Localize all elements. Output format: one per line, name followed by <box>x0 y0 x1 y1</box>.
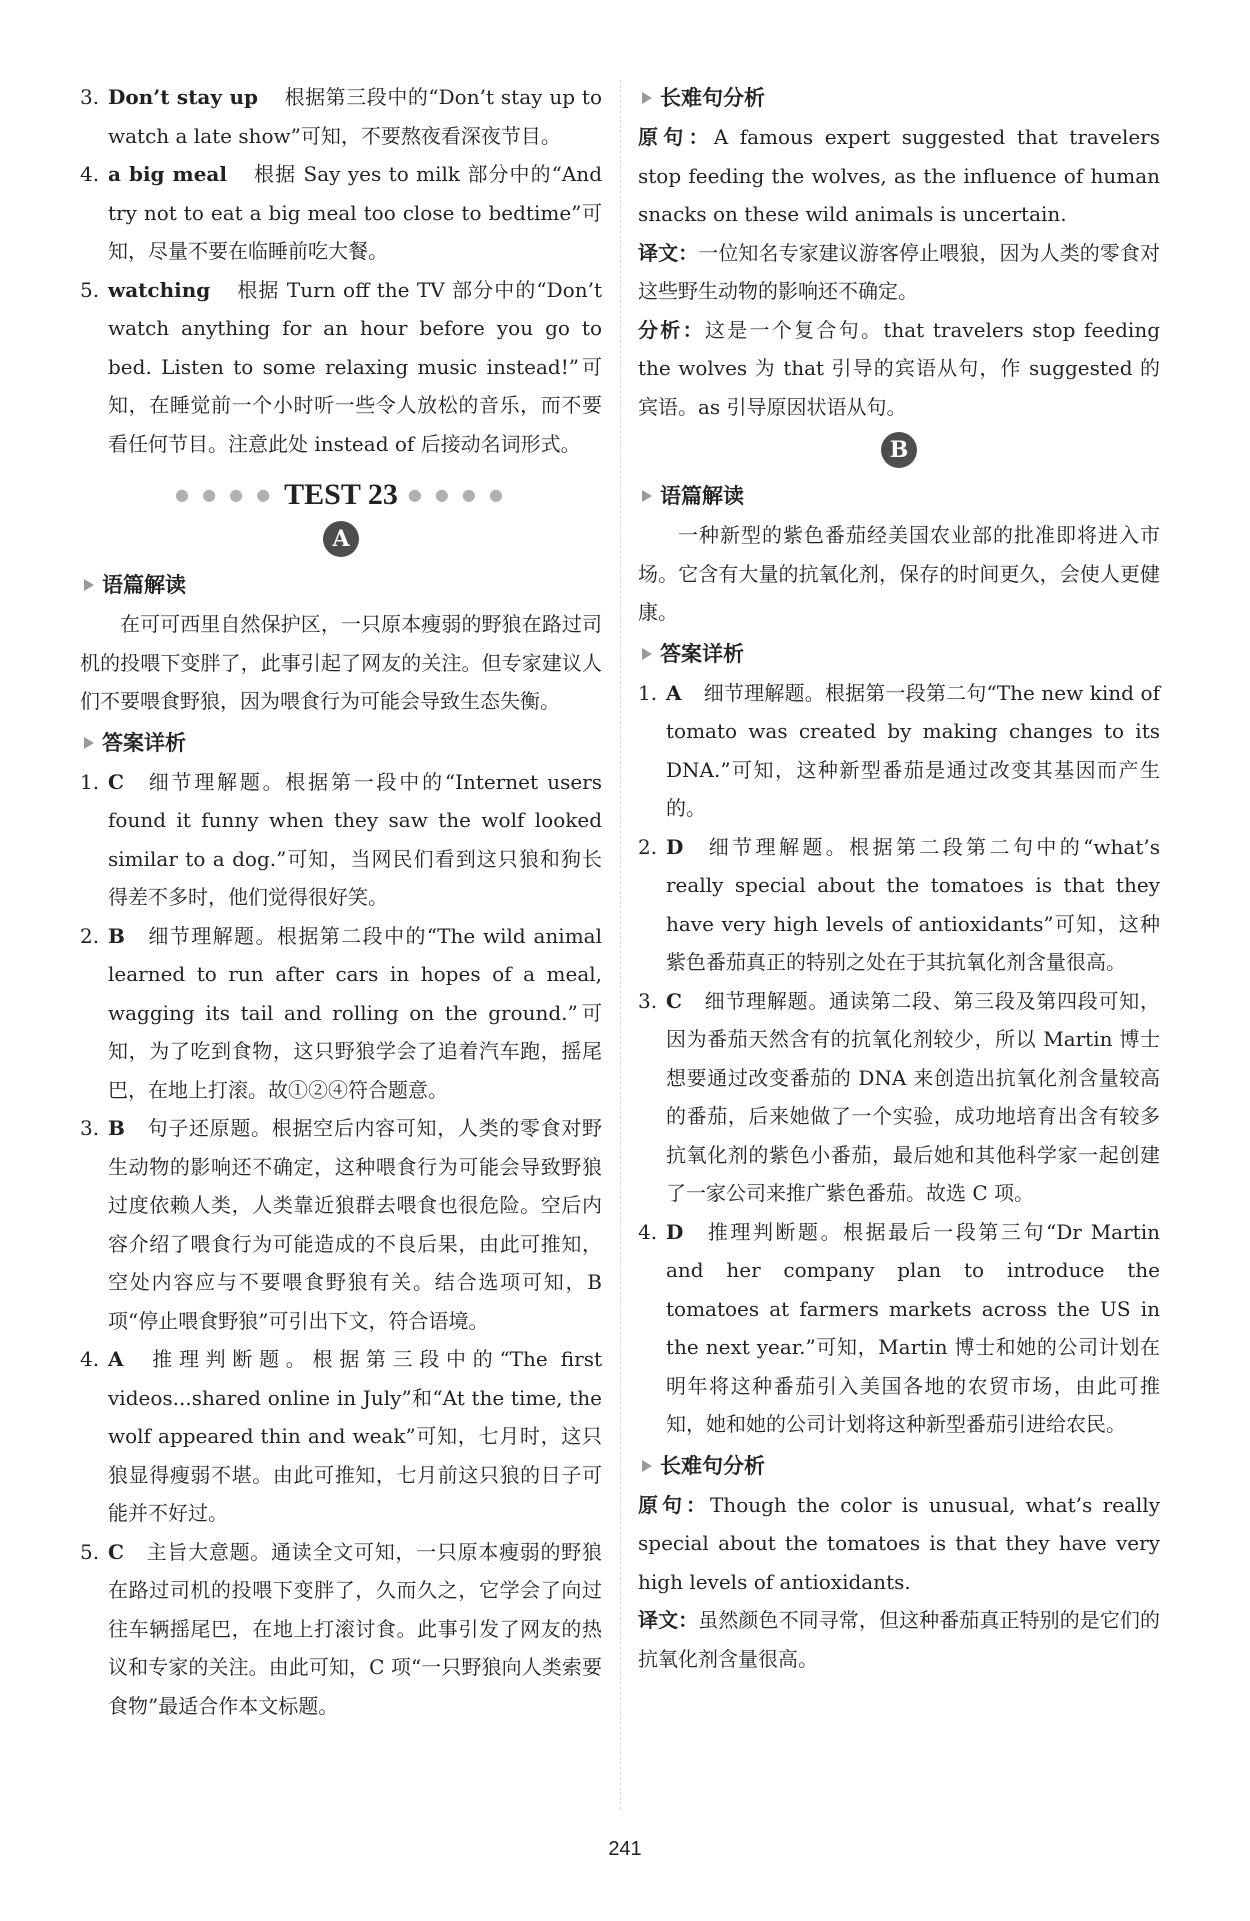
section-heading-long-sentence: 长难句分析 <box>638 78 1160 118</box>
arrow-icon <box>84 579 94 591</box>
answer-item-2: 2. D 细节理解题。根据第二段第二句中的“what’s really special about the tomatoes is that they have very high levels of antioxidants”可知，这种紫色番茄真正的特别之处在于其抗氧化剂含量很高。 <box>638 834 1160 974</box>
reading-summary: 在可可西里自然保护区，一只原本瘦弱的野狼在路过司机的投喂下变胖了，此事引起了网友的关注。但专家建议人们不要喂食野狼，因为喂食行为可能会导致生态失衡。 <box>80 612 602 713</box>
page-number: 241 <box>608 1838 642 1860</box>
fill-answer-5: 5. watching 根据 Turn off the TV 部分中的“Don’t watch anything for an hour before you go to bed. Listen to some relaxing music instead!”可知，在睡觉前一个小时听一些令人放松的音乐，而不要看任何节目。注意此处 instead of 后接动名词形式。 <box>80 277 602 456</box>
right-column <box>638 78 1160 1678</box>
fill-answer-3: 3. Don’t stay up 根据第三段中的“Don’t stay up to watch a late show”可知，不要熬夜看深夜节目。 <box>80 85 602 148</box>
column-divider <box>620 80 621 1810</box>
answer-item-1: 1. C 细节理解题。根据第一段中的“Internet users found it funny when they saw the wolf looked similar to a dog.”可知，当网民们看到这只狼和狗长得差不多时，他们觉得很好笑。 <box>80 769 602 909</box>
long-sentence-translation-2: 译文：虽然颜色不同寻常，但这种番茄真正特别的是它们的抗氧化剂含量很高。 <box>638 1608 1161 1671</box>
answer-item-3: 3. B 句子还原题。根据空后内容可知，人类的零食对野生动物的影响还不确定，这种喂食行为可能会导致野狼过度依赖人类，人类靠近狼群去喂食也很危险。空后内容介绍了喂食行为可能造成的不良后果，由此可推知，空处内容应与不要喂食野狼有关。结合选项可知，B 项“停止喂食野狼”可引出下文，符合语境。 <box>80 1116 602 1333</box>
arrow-icon <box>642 648 652 660</box>
long-sentence-analysis: 分析：这是一个复合句。that travelers stop feeding the wolves 为 that 引导的宾语从句，作 suggested 的宾语。as 引导原因状语从句。 <box>638 317 1161 419</box>
test-title: ● ● ● ● TEST 23 ● ● ● ● <box>175 478 507 511</box>
answer-item-2: 2. B 细节理解题。根据第二段中的“The wild animal learned to run after cars in hopes of a meal, wagging its tail and rolling on the ground.”可知，为了吃到食物，这只野狼学会了追着汽车跑，摇尾巴，在地上打滚。故①②④符合题意。 <box>80 923 602 1102</box>
section-heading-reading: 语篇解读 <box>80 565 602 605</box>
section-heading-answers: 答案详析 <box>638 634 1160 674</box>
long-sentence-original: 原句：A famous expert suggested that travelers stop feeding the wolves, as the influence of human snacks on these wild animals is uncertain. <box>638 125 1160 226</box>
answer-item-4: 4. D 推理判断题。根据最后一段第三句“Dr Martin and her company plan to introduce the tomatoes at farmers markets across the US in the next year.”可知，Martin 博士和她的公司计划在明年将这种番茄引入美国各地的农贸市场，由此可推知，她和她的公司计划将这种新型番茄引进给农民。 <box>638 1219 1160 1436</box>
answer-item-5: 5. C 主旨大意题。通读全文可知，一只原本瘦弱的野狼在路过司机的投喂下变胖了，久而久之，它学会了向过往车辆摇尾巴，在地上打滚讨食。此事引发了网友的热议和专家的关注。由此可知，C 项“一只野狼向人类索要食物”最适合作本文标题。 <box>80 1539 602 1718</box>
answer-item-3: 3. C 细节理解题。通读第二段、第三段及第四段可知，因为番茄天然含有的抗氧化剂较少，所以 Martin 博士想要通过改变番茄的 DNA 来创造出抗氧化剂含量较高的番茄，后来她做了一个实验，成功地培育出含有较多抗氧化剂的紫色小番茄，最后她和其他科学家一起创建了一家公司来推广紫色番茄。故选 C 项。 <box>638 988 1160 1205</box>
arrow-icon <box>642 92 652 104</box>
fill-answer-4: 4. a big meal 根据 Say yes to milk 部分中的“And try not to eat a big meal too close to bedtime”可知，尽量不要在临睡前吃大餐。 <box>80 162 602 263</box>
answer-item-4: 4. A 推理判断题。根据第三段中的“The first videos...shared online in July”和“At the time, the wolf appeared thin and weak”可知，七月时，这只狼显得瘦弱不堪。由此可推知，七月前这只狼的日子可能并不好过。 <box>80 1347 602 1525</box>
reading-summary: 一种新型的紫色番茄经美国农业部的批准即将进入市场。它含有大量的抗氧化剂，保存的时间更久，会使人更健康。 <box>638 523 1160 624</box>
passage-a-badge: A <box>80 521 602 563</box>
answer-item-1: 1. A 细节理解题。根据第一段第二句“The new kind of tomato was created by making changes to its DNA.”可知，这种新型番茄是通过改变其基因而产生的。 <box>638 680 1160 820</box>
long-sentence-original-2: 原句：Though the color is unusual, what’s really special about the tomatoes is that they have very high levels of antioxidants. <box>638 1492 1160 1594</box>
passage-b-badge: B <box>638 432 1160 474</box>
arrow-icon <box>84 737 94 749</box>
section-heading-long-sentence-2: 长难句分析 <box>638 1446 1160 1486</box>
arrow-icon <box>642 1460 652 1472</box>
section-heading-answers: 答案详析 <box>80 723 602 763</box>
left-column <box>80 78 602 1725</box>
long-sentence-translation: 译文：一位知名专家建议游客停止喂狼，因为人类的零食对这些野生动物的影响还不确定。 <box>638 240 1161 303</box>
arrow-icon <box>642 490 652 502</box>
section-heading-reading: 语篇解读 <box>638 476 1160 516</box>
